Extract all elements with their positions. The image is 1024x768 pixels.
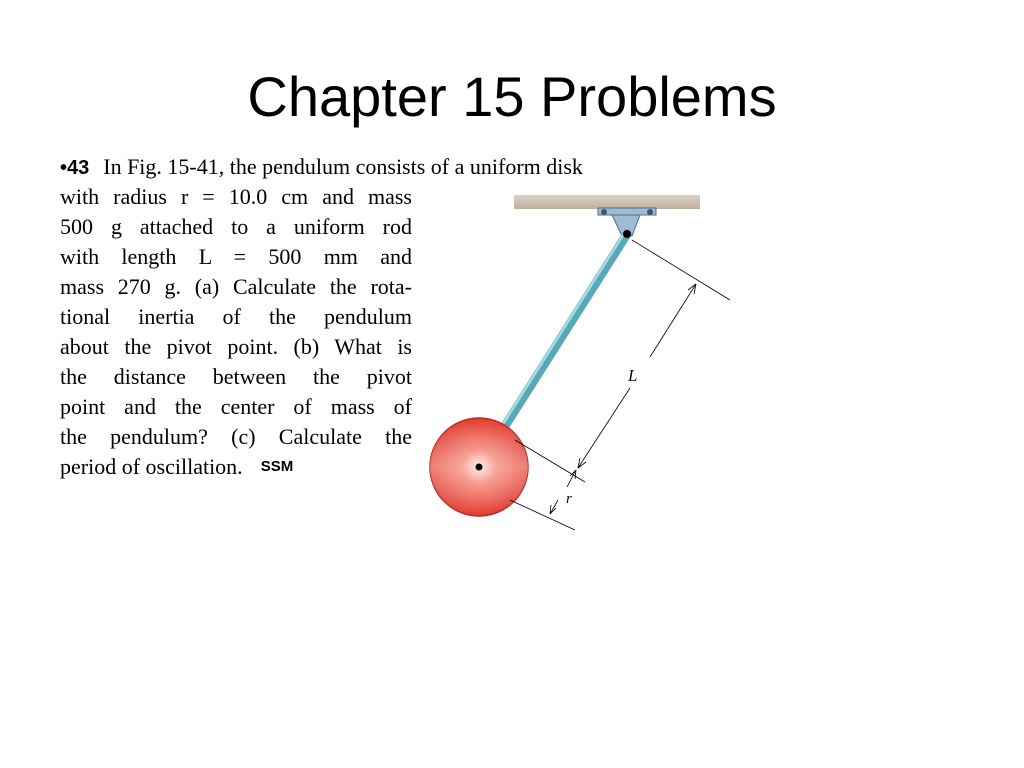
problem-text-line: about the pivot point. (b) What is bbox=[60, 334, 412, 359]
length-label: L bbox=[628, 366, 638, 385]
pivot-point bbox=[623, 230, 631, 238]
problem-text-line: point and the center of mass of bbox=[60, 394, 412, 419]
problem-number: •43 bbox=[60, 157, 90, 179]
problem-text-line: mass 270 g. (a) Calculate the rota- bbox=[60, 274, 412, 299]
problem-text-line: 500 g attached to a uniform rod bbox=[60, 214, 412, 239]
problem-text-line: the pendulum? (c) Calculate the bbox=[60, 424, 412, 449]
problem-text-line: period of oscillation. bbox=[60, 454, 243, 479]
radius-label: r bbox=[566, 491, 572, 507]
problem-text-line: the distance between the pivot bbox=[60, 364, 412, 389]
ceiling-support bbox=[514, 195, 700, 209]
ssm-badge: SSM bbox=[260, 458, 294, 475]
problem-text-line: with radius r = 10.0 cm and mass bbox=[60, 184, 412, 209]
problem-text-line: In Fig. 15-41, the pendulum consists of a uniform disk bbox=[103, 154, 583, 179]
problem-text-line: tional inertia of the pendulum bbox=[60, 304, 412, 329]
slide-title: Chapter 15 Problems bbox=[247, 65, 777, 128]
problem-text-line: with length L = 500 mm and bbox=[60, 244, 412, 269]
